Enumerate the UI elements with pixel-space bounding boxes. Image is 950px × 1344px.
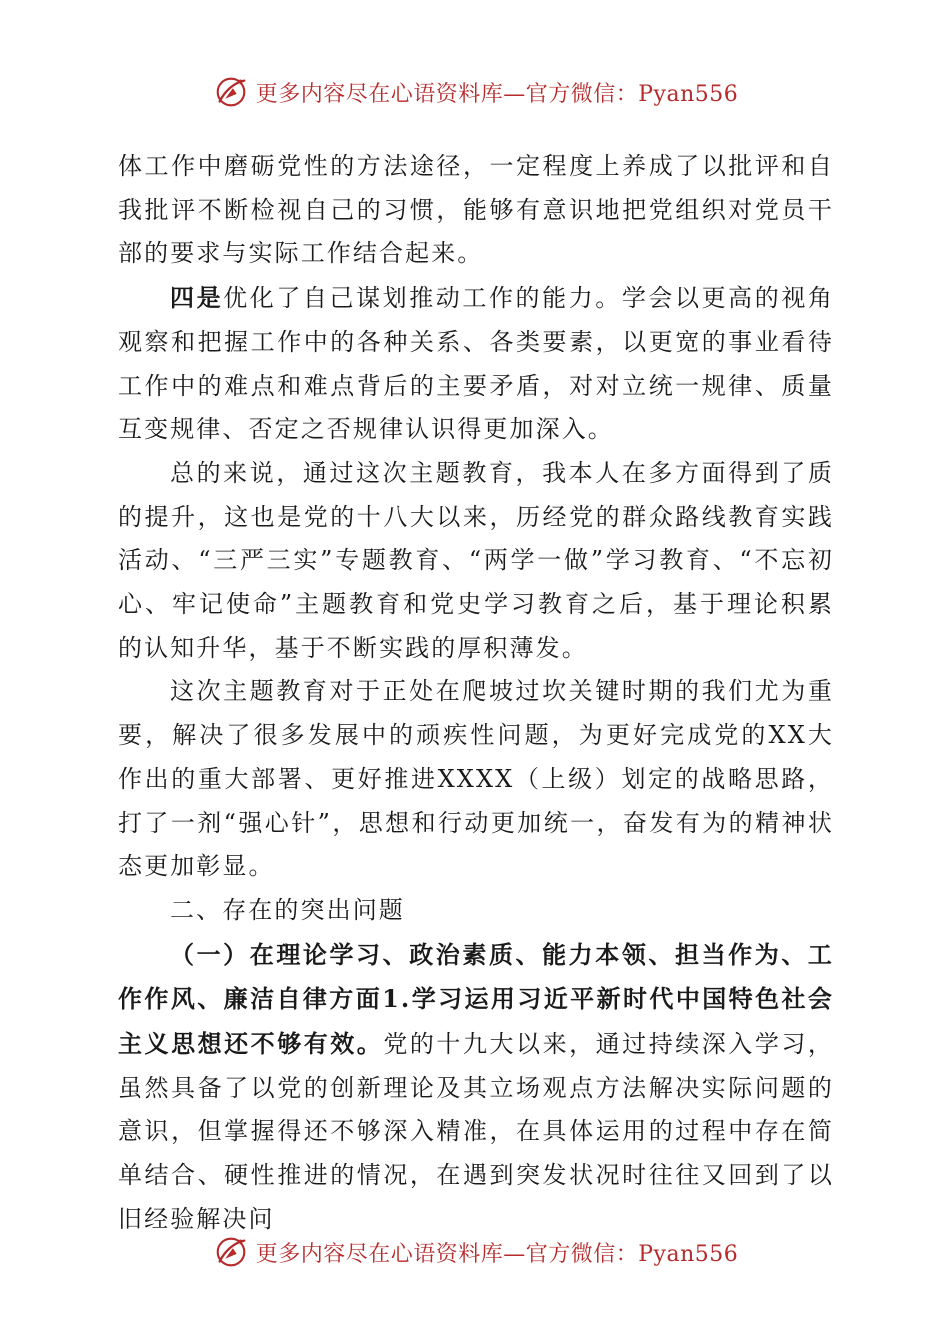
header-banner bbox=[0, 70, 950, 114]
section-heading: 二、存在的突出问题 bbox=[170, 895, 405, 924]
paragraph-3: 总的来说，通过这次主题教育，我本人在多方面得到了质的提升，这也是党的十八大以来，历经党的群众路线教育实践活动、“三严三实”专题教育、“两学一做”学习教育、“不忘初心、牢记使命”主题教育和党史学习教育之后，基于理论积累的认知升华，基于不断实践的厚积薄发。 bbox=[118, 458, 834, 662]
banner-main-text: 更多内容尽在心语资料库 bbox=[255, 1241, 504, 1267]
paragraph-4: 这次主题教育对于正处在爬坡过坎关键时期的我们尤为重要，解决了很多发展中的顽疾性问题，为更好完成党的XX大作出的重大部署、更好推进XXXX（上级）划定的战略思路，打了一剂“强心针”，思想和行动更加统一，奋发有为的精神状态更加彰显。 bbox=[118, 677, 834, 881]
banner-dash: — bbox=[503, 81, 526, 107]
document-body bbox=[118, 145, 834, 1242]
banner-suffix-text: 官方微信：Pyan556 bbox=[525, 1241, 739, 1267]
logo-icon bbox=[212, 73, 250, 111]
banner-suffix-text: 官方微信：Pyan556 bbox=[525, 81, 739, 107]
paragraph-1: 体工作中磨砺党性的方法途径，一定程度上养成了以批评和自我批评不断检视自己的习惯，能够有意识地把党组织对党员干部的要求与实际工作结合起来。 bbox=[118, 152, 834, 268]
banner-main-text: 更多内容尽在心语资料库 bbox=[255, 81, 504, 107]
paragraph-2-text: 优化了自己谋划推动工作的能力。学会以更高的视角观察和把握工作中的各种关系、各类要素，以更宽的事业看待工作中的难点和难点背后的主要矛盾，对对立统一规律、质量互变规律、否定之否规律认识得更加深入。 bbox=[118, 284, 834, 444]
paragraph-6-text: 党的十九大以来，通过持续深入学习，虽然具备了以党的创新理论及其立场观点方法解决实际问题的意识，但掌握得还不够深入精准，在具体运用的过程中存在简单结合、硬性推进的情况，在遇到突发状况时往往又回到了以旧经验解决问 bbox=[118, 1030, 835, 1233]
paragraph-6-lead: （一）在理论学习、政治素质、能力本领、担当作为、工作作风、廉洁自律方面1.学习运用习近平新时代中国特色社会主义思想还不够有效。 bbox=[118, 939, 834, 1059]
logo-icon bbox=[212, 1233, 250, 1271]
banner-dash: — bbox=[503, 1241, 526, 1267]
footer-banner bbox=[0, 1230, 950, 1274]
banner-text bbox=[256, 77, 739, 108]
paragraph-6 bbox=[118, 933, 834, 1242]
paragraph-2 bbox=[118, 276, 834, 452]
paragraph-2-lead: 四是 bbox=[170, 283, 224, 313]
banner-text bbox=[256, 1237, 739, 1268]
